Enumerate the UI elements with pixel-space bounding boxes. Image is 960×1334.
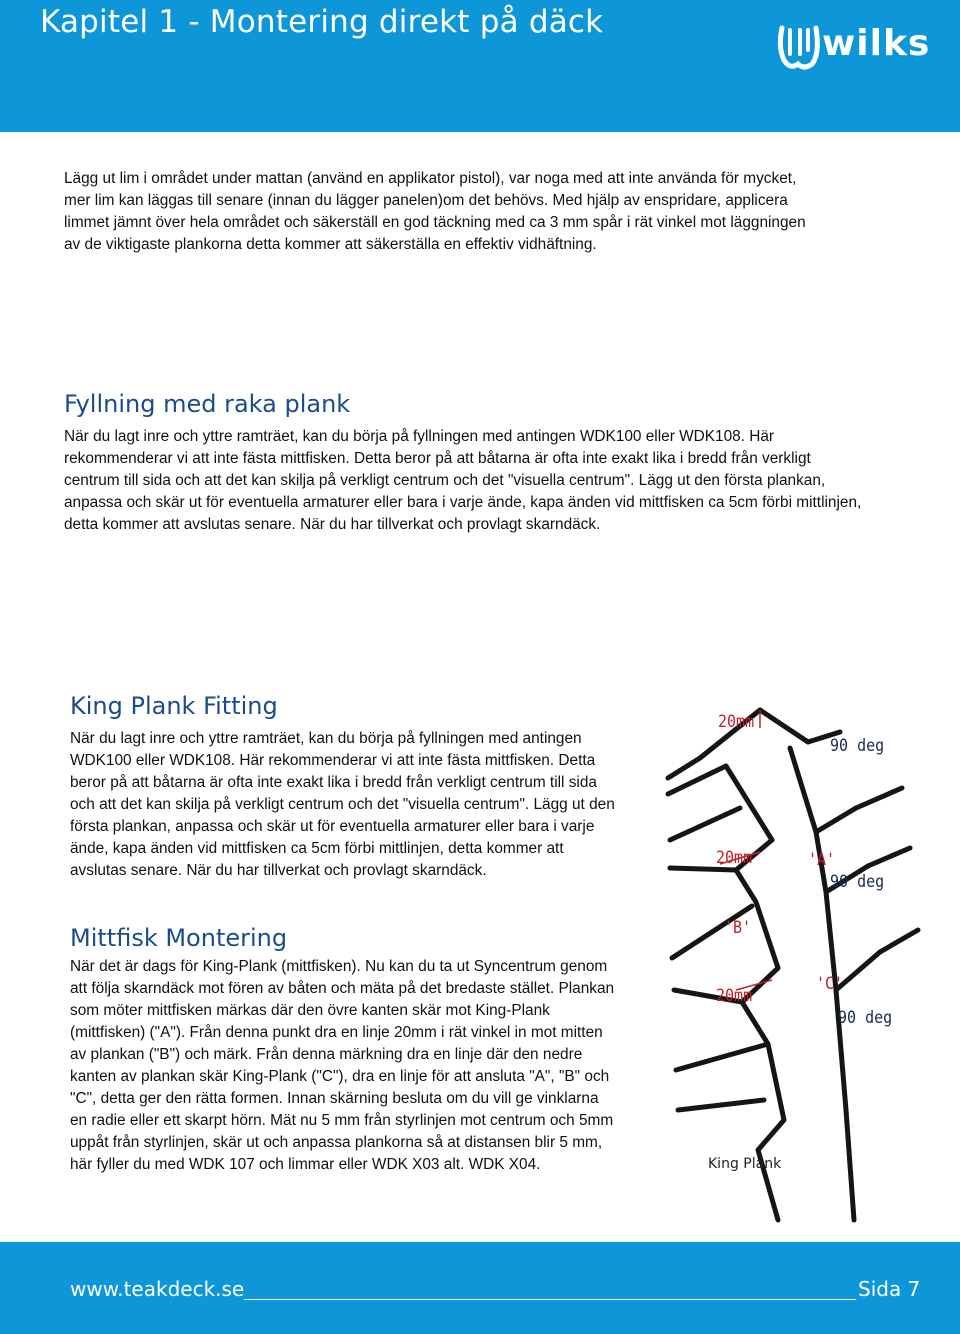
diagram-label-20mm-bottom: 20mm	[716, 984, 753, 1006]
wilks-logo	[776, 20, 931, 74]
website-link[interactable]: www.teakdeck.se	[70, 1277, 245, 1301]
page-header	[0, 0, 960, 132]
section-text-king-plank: När du lagt inre och yttre ramträet, kan du börja på fyllningen med antingen WDK100 eller WDK108. Här rekommenderar vi att inte fästa mittfisken. Detta beror på att båtarna är ofta inte exakt lika i bredd från verkligt centrum till sida och att det kan skilja på verkligt centrum och det "visuella centrum". Lägg ut den första plankan, anpassa och skär ut för eventuella armaturer eller bara i varje ände, kapa änden vid mittfisken ca 5cm förbi mittlinjen, detta kommer att avslutas senare. När du har tillverkat och provlagt skarndäck.	[70, 730, 615, 879]
wilks-logo-icon	[776, 20, 822, 74]
diagram-label-A: 'A'	[808, 848, 836, 870]
diagram-label-B: 'B'	[724, 916, 752, 938]
diagram-label-20mm-top: 20mm	[718, 710, 755, 732]
diagram-label-20mm-mid: 20mm	[716, 846, 753, 868]
logo-text: wilks	[822, 23, 931, 64]
diagram-label-king-plank: King Plank	[708, 1156, 782, 1172]
intro-paragraph: Lägg ut lim i området under mattan (använd en applikator pistol), var noga med att inte använda för mycket, mer lim kan läggas till senare (innan du lägger panelen)om det behövs. Med hjälp av enspridare, applicera limmet jämnt över hela området och säkerställ en god täckning med ca 3 mm spår i rät vinkel mot läggningen av de viktigaste plankorna detta kommer att säkerställa en effektiv vidhäftning.	[64, 170, 806, 253]
section-heading-fyllning: Fyllning med raka plank	[64, 390, 351, 418]
page-footer	[0, 1242, 960, 1334]
king-plank-diagram	[640, 690, 940, 1230]
diagram-label-C: 'C'	[816, 972, 844, 994]
king-plank-drawing	[640, 690, 940, 1230]
footer-divider	[244, 1299, 856, 1300]
diagram-label-90deg-mid: 90 deg	[830, 870, 885, 892]
page-number: Sida 7	[858, 1277, 921, 1301]
section-text-mittfisk: När det är dags för King-Plank (mittfisken). Nu kan du ta ut Syncentrum genom att följa skarndäck mot fören av båten och mäta på det bredaste stället. Plankan som möter mittfisken märkas där den övre kanten skär mot King-Plank (mittfisken) ("A"). Från denna punkt dra en linje 20mm i rät vinkel in mot mitten av plankan ("B") och märk. Från denna märkning dra en linje där den nedre kanten av plankan skär King-Plank ("C"), dra en linje för att ansluta "A", "B" och "C", detta ger den rätta formen. Innan skärning besluta om du vill ge vinklarna en radie eller ett skarpt hörn. Mät nu 5 mm från styrlinjen mot centrum och 5mm uppåt från styrlinjen, skär ut och anpassa plankorna så at distansen blir 5 mm, här fyller du med WDK 107 och limmar eller WDK X03 alt. WDK X04.	[70, 958, 615, 1173]
diagram-label-90deg-top: 90 deg	[830, 734, 885, 756]
diagram-label-90deg-bottom: 90 deg	[838, 1006, 893, 1028]
section-heading-king-plank: King Plank Fitting	[70, 692, 278, 720]
section-text-fyllning: När du lagt inre och yttre ramträet, kan du börja på fyllningen med antingen WDK100 eller WDK108. Här rekommenderar vi att inte fästa mittfisken. Detta beror på att båtarna är ofta inte exakt lika i bredd från verkligt centrum till sida och att det kan skilja på verkligt centrum och det "visuella centrum". Lägg ut den första plankan, anpassa och skär ut för eventuella armaturer eller bara i varje ände, kapa änden vid mittfisken ca 5cm förbi mittlinjen, detta kommer att avslutas senare. När du har tillverkat och provlagt skarndäck.	[64, 428, 862, 533]
section-heading-mittfisk: Mittfisk Montering	[70, 924, 288, 952]
chapter-title: Kapitel 1 - Montering direkt på däck	[40, 4, 604, 40]
